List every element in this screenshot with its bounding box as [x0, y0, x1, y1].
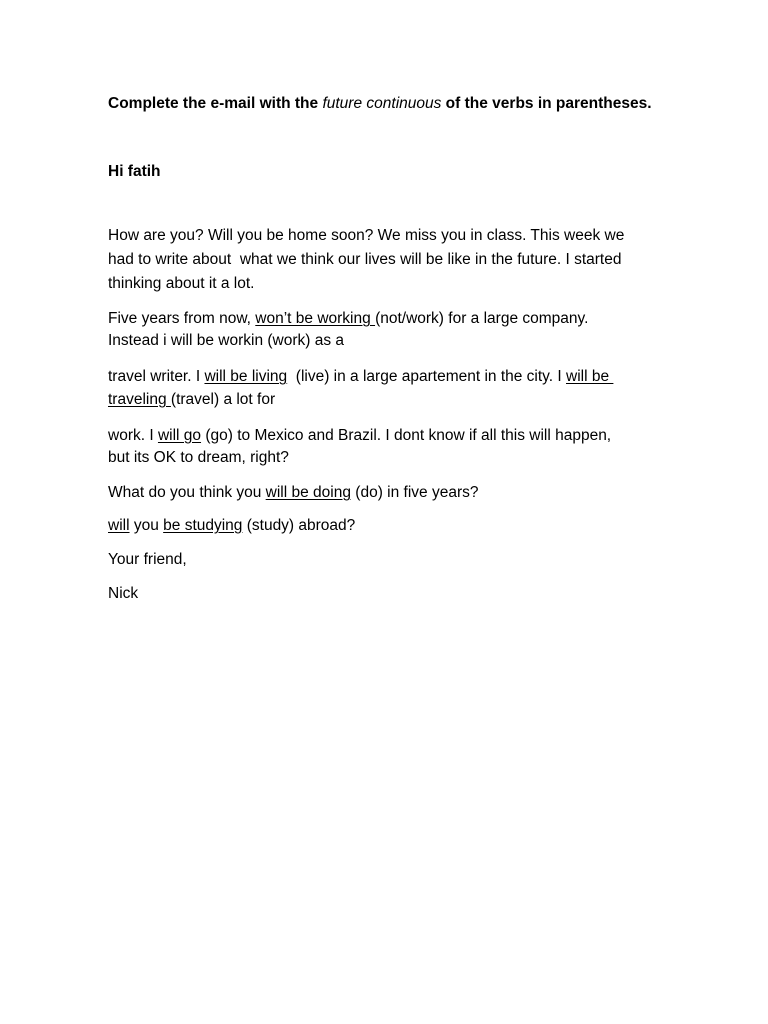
instruction-emphasis: future continuous — [322, 95, 442, 112]
para2-text: Five years from now, — [108, 310, 256, 327]
closing: Your friend, — [108, 551, 187, 568]
para2-line1 — [108, 309, 588, 329]
para1-line3: thinking about it a lot. — [108, 275, 255, 292]
para3-line2 — [108, 390, 275, 410]
para4-line1 — [108, 426, 611, 446]
para4-text: (go) to Mexico and Brazil. I dont know if all this will happen, — [201, 427, 612, 444]
greeting: Hi fatih — [108, 163, 161, 180]
para6-text: you — [129, 517, 164, 534]
para2-text: (not/work) for a large company. — [375, 310, 589, 327]
para6-text: (study) abroad? — [242, 517, 356, 534]
answer-will-be: will be — [566, 368, 614, 385]
para5-text: What do you think you — [108, 484, 266, 501]
answer-will: will — [108, 517, 130, 534]
para3-text: travel writer. I — [108, 368, 205, 385]
instruction-prefix: Complete the e-mail with the — [108, 95, 323, 112]
instruction-heading — [108, 94, 652, 114]
signature: Nick — [108, 585, 139, 602]
answer-will-be-living: will be living — [204, 368, 288, 385]
para4-text: work. I — [108, 427, 158, 444]
para1-line2: had to write about what we think our lives will be like in the future. I started — [108, 251, 622, 268]
para3-text: (travel) a lot for — [170, 391, 276, 408]
answer-traveling: traveling — [108, 391, 171, 408]
instruction-suffix: of the verbs in parentheses. — [441, 95, 652, 112]
para6-line — [108, 516, 355, 536]
para2-line2: Instead i will be workin (work) as a — [108, 332, 345, 349]
answer-will-be-doing: will be doing — [265, 484, 351, 501]
para3-text: (live) in a large apartement in the city. I — [287, 368, 567, 385]
answer-be-studying: be studying — [163, 517, 243, 534]
answer-will-go: will go — [157, 427, 202, 444]
answer-wont-be-working: won’t be working — [255, 310, 376, 327]
para5-text: (do) in five years? — [350, 484, 479, 501]
para1-line1: How are you? Will you be home soon? We miss you in class. This week we — [108, 227, 625, 244]
para5-line — [108, 483, 478, 503]
para4-line2: but its OK to dream, right? — [108, 449, 289, 466]
para3-line1 — [108, 367, 613, 387]
